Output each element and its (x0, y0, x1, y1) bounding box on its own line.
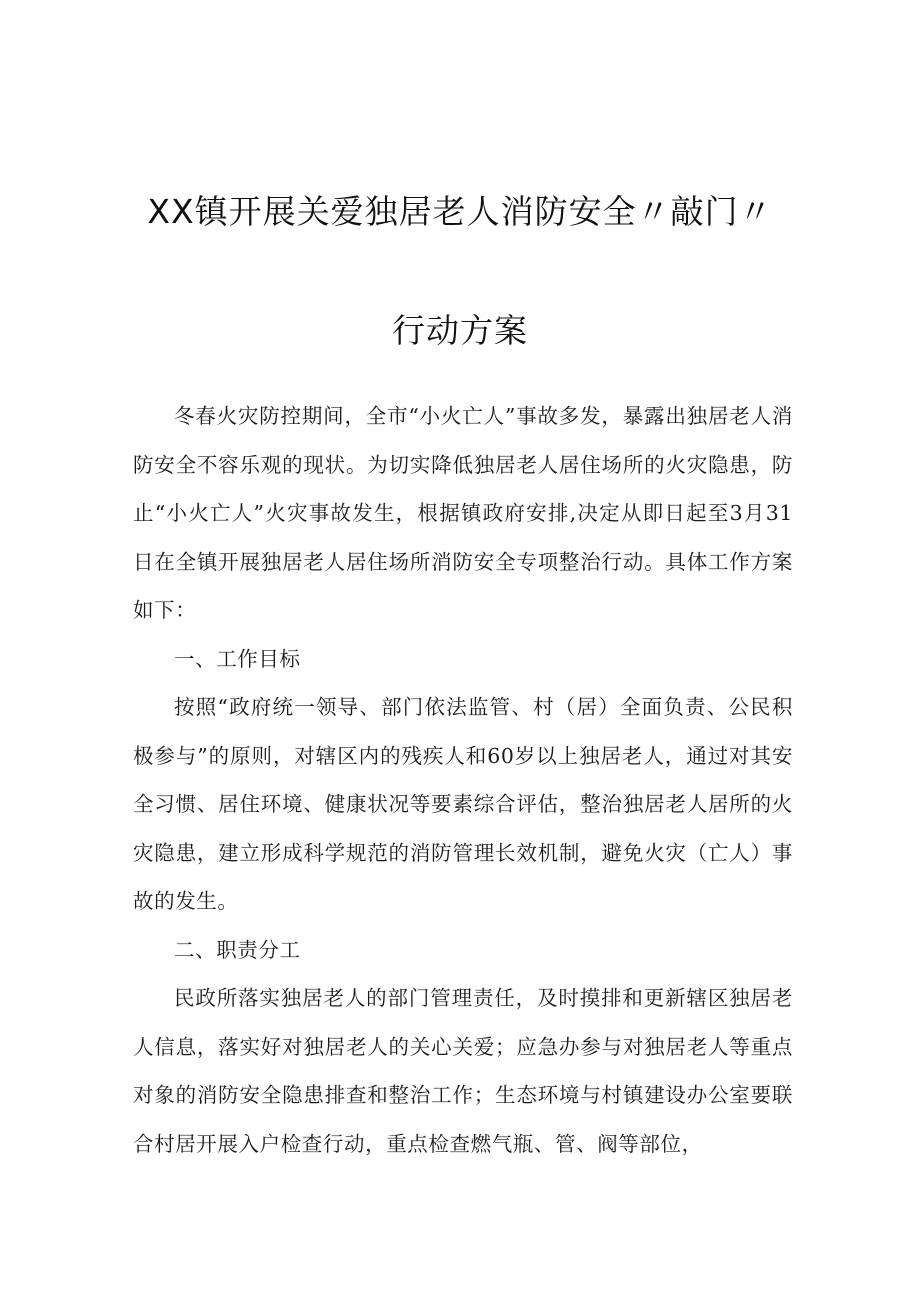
document-title-line-1: XX镇开展关爱独居老人消防安全〃敲门〃 (147, 192, 773, 231)
intro-paragraph: 冬春火灾防控期间，全市“小火亡人”事故多发，暴露出独居老人消防安全不容乐观的现状。为切实降低独居老人居住场所的火灾隐患，防止“小火亡人”火灾事故发生，根据镇政府安排,决定从即日起至3月31日在全镇开展独居老人居住场所消防安全专项整治行动。具体工作方案如下： (133, 404, 793, 622)
section-heading-work-goal: 一、工作目标 (174, 646, 301, 671)
document-body (133, 392, 793, 1168)
work-goal-paragraph: 按照“政府统一领导、部门依法监管、村（居）全面负责、公民积极参与”的原则，对辖区内的残疾人和60岁以上独居老人，通过对其安全习惯、居住环境、健康状况等要素综合评估，整治独居老人居所的火灾隐患，建立形成科学规范的消防管理长效机制，避免火灾（亡人）事故的发生。 (133, 695, 793, 913)
document-title-line-2: 行动方案 (392, 311, 528, 350)
responsibilities-paragraph: 民政所落实独居老人的部门管理责任，及时摸排和更新辖区独居老人信息，落实好对独居老人的关心关爱；应急办参与对独居老人等重点对象的消防安全隐患排查和整治工作；生态环境与村镇建设办公室要联合村居开展入户检查行动，重点检查燃气瓶、管、阀等部位， (133, 986, 793, 1156)
section-heading-responsibilities: 二、职责分工 (174, 937, 301, 962)
